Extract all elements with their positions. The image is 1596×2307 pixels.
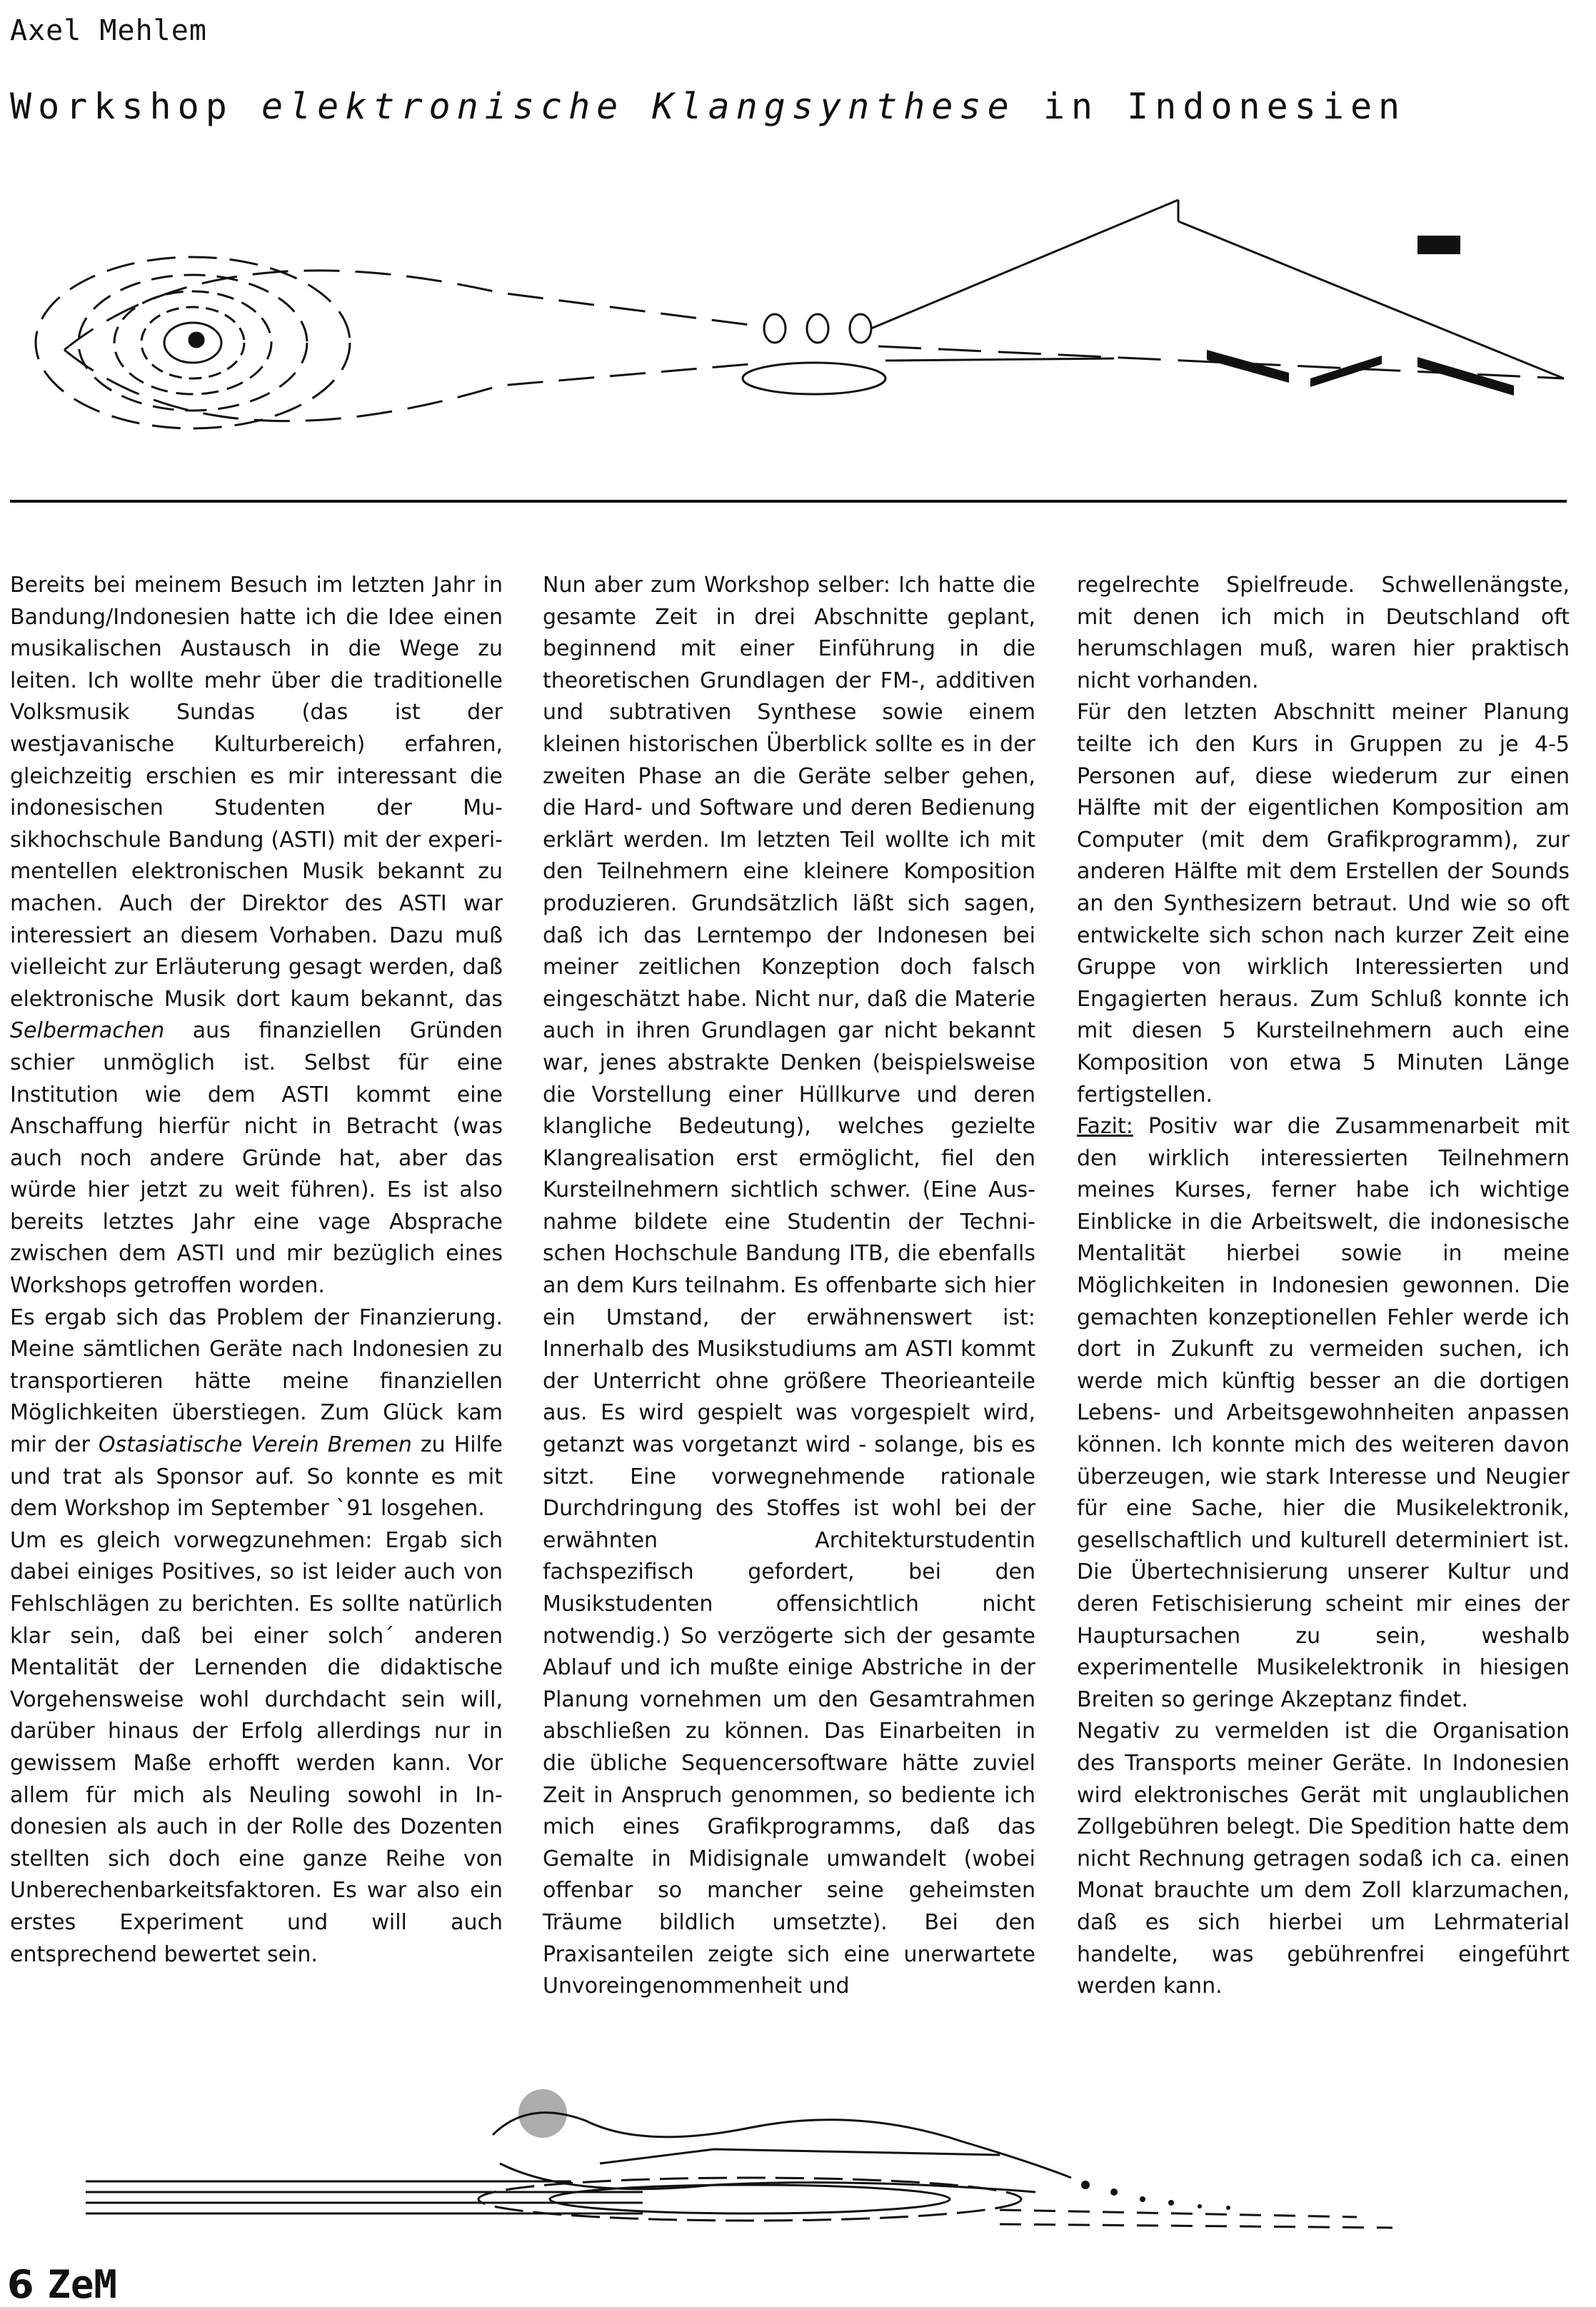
paragraph: Für den letzten Abschnitt meiner Planung teilte ich den Kurs in Gruppen zu je 4-5 Personen auf, diese wiederum zur einen Hälfte mit der eigentlichen Komposition am Computer (mit dem Grafikprogramm), zur anderen Hälfte mit dem Erstellen der Sounds an den Synthesizern betraut. Und wie so oft entwickelte sich schon nach kurzer Zeit eine Gruppe von wirklich Interessierten und Engagierten heraus. Zum Schluß konnte ich mit diesen 5 Kursteilnehmern auch eine Komposition von etwa 5 Minuten Länge fertigstellen.	[1077, 700, 1570, 1107]
article-column-3	[1077, 570, 1570, 2003]
title-part-3: in Indonesien	[1043, 86, 1407, 127]
figure-illustration	[0, 2078, 1596, 2235]
article-column-2	[543, 570, 1035, 2003]
paragraph: Fazit: Positiv war die Zusammenarbeit mit den wirklich interessierten Teilnehmern meines Kurses, ferner habe ich wichtige Einblicke in die Arbeitswelt, die indonesische Mentalität hierbei sowie in meine Möglichkeiten in Indonesien gewonnen. Die gemachten konzeptionellen Fehler werde ich dort in Zukunft zu vermeiden suchen, ich werde mich künftig besser an die dortigen Lebens- und Arbeitsgewohnheiten anpassen können. Ich konnte mich des weiteren davon überzeugen, wie stark Interesse und Neugier für eine Sache, hier die Musikelektronik, gesellschaftlich und kulturell determiniert ist. Die Übertechnisierung unserer Kultur und deren Fetischisierung scheint mir eines der Hauptursachen zu sein, weshalb experimentelle Musikelektronik in hiesigen Breiten so geringe Akzeptanz findet.	[1077, 1114, 1570, 1712]
emphasis: Selbermachen	[10, 1018, 165, 1044]
paragraph: Bereits bei meinem Besuch im letzten Jahr in Bandung/Indonesien hatte ich die Idee einen musikalischen Austausch in die Wege zu leiten. Ich wollte mehr über die traditionelle Volksmusik Sundas (das ist der westjavanische Kulturbereich) erfahren, gleichzeitig erschien es mir interessant die indonesischen Studenten der Musikhochschule Bandung (ASTI) mit der experimentellen elektronischen Musik bekannt zu machen. Auch der Direktor des ASTI war interessiert an diesem Vorhaben. Dazu muß vielleicht zur Erläuterung gesagt werden, daß elektronische Musik dort kaum bekannt, das Selbermachen aus finanziellen Gründen schier unmöglich ist. Selbst für eine Institution wie dem ASTI kommt eine Anschaffung hierfür nicht in Betracht (was auch noch andere Gründe hat, aber das würde hier jetzt zu weit führen). Es ist also bereits letztes Jahr eine vage Absprache zwischen dem ASTI und mir bezüglich eines Workshops getroffen worden.	[10, 573, 503, 1299]
paragraph: Negativ zu vermelden ist die Organisation des Transports meiner Geräte. In Indonesien wird elektronisches Gerät mit unglaublichen Zollgebühren belegt. Die Spedition hatte dem nicht Rechnung getragen sodaß ich ca. einen Monat brauchte um dem Zoll klarzumachen, daß es sich hierbei um Lehrmaterial handelte, was gebührenfrei eingeführt werden kann.	[1077, 1719, 1570, 1999]
header-illustration	[0, 171, 1596, 507]
title-part-1: Workshop	[10, 86, 234, 127]
title-part-2: elektronische Klangsynthese	[261, 86, 1015, 127]
paragraph: Um es gleich vorwegzunehmen: Ergab sich dabei einiges Positives, so ist leider auch von Fehlschlägen zu berichten. Es sollte natürlich klar sein, daß bei einer solch´ anderen Mentalität der Lernenden die didaktische Vorgehensweise wohl durchdacht sein will, darüber hinaus der Erfolg allerdings nur in gewissem Maße erhofft werden kann. Vor allem für mich als Neuling sowohl in Indonesien als auch in der Rolle des Dozenten stellten sich doch eine ganze Reihe von Unberechenbarkeitsfaktoren. Es war also ein erstes Experiment und will auch entsprechend bewertet sein.	[10, 1527, 503, 1967]
page-footer	[7, 2262, 117, 2307]
page-number: 6	[7, 2262, 34, 2307]
sponsor-name: Ostasiatische Verein Bremen	[98, 1432, 412, 1458]
paragraph: regelrechte Spielfreude. Schwellenängste, mit denen ich mich in Deutschland oft herumschlagen muß, waren hier praktisch nicht vorhanden.	[1077, 573, 1570, 693]
paragraph: Nun aber zum Workshop selber: Ich hatte die gesamte Zeit in drei Abschnitte geplant, beginnend mit einer Einführung in die theoretischen Grundlagen der FM-, additiven und subtrativen Synthese sowie einem kleinen historischen Überblick sollte es in der zweiten Phase an die Geräte selber gehen, die Hard- und Software und deren Bedienung erklärt werden. Im letzten Teil wollte ich mit den Teilnehmern eine kleinere Komposition produzieren. Grundsätzlich läßt sich sagen, daß ich das Lerntempo der Indonesen bei meiner zeitlichen Konzeption doch falsch eingeschätzt habe. Nicht nur, daß die Materie auch in ihren Grundlagen gar nicht bekannt war, jenes abstrakte Denken (beispielsweise die Vorstellung einer Hüllkurve und deren klangliche Bedeutung), welches gezielte Klangrealisation erst ermöglicht, fiel den Kursteilnehmern sichtlich schwer. (Eine Ausnahme bildete eine Studentin der Technischen Hochschule Bandung ITB, die ebenfalls an dem Kurs teilnahm. Es offenbarte sich hier ein Umstand, der erwähnenswert ist: Innerhalb des Musikstudiums am ASTI kommt der Unterricht ohne größere Theorieanteile aus. Es wird gespielt was vorgespielt wird, getanzt was vorgetanzt wird - solange, bis es sitzt. Eine vorwegnehmende rationale Durchdringung des Stoffes ist wohl bei der erwähnten Architekturstudentin fachspezifisch gefordert, bei den Musikstudenten offensichtlich nicht notwendig.) So verzögerte sich der gesamte Ablauf und ich mußte einige Abstriche in der Planung vornehmen um den Gesamtrahmen abschließen zu können. Das Einarbeiten in die übliche Sequencersoftware hätte zuviel Zeit in Anspruch genommen, so bediente ich mich eines Grafikprogramms, daß das Gemalte in Midisignale umwandelt (wobei offenbar so mancher seine geheimsten Träume bildlich umsetzte). Bei den Praxisanteilen zeigte sich eine unerwartete Unvoreingenommenheit und	[543, 573, 1035, 1999]
magazine-logo: ZeM	[47, 2262, 117, 2307]
fazit-label: Fazit:	[1077, 1114, 1133, 1140]
article-title	[10, 86, 1406, 127]
header-divider	[10, 500, 1567, 503]
article-column-1	[10, 570, 503, 1971]
author-name: Axel Mehlem	[10, 14, 207, 47]
paragraph: Es ergab sich das Problem der Finanzierung. Meine sämtlichen Geräte nach Indonesien zu transportieren hätte meine finanziellen Möglichkeiten überstiegen. Zum Glück kam mir der Ostasiatische Verein Bremen zu Hilfe und trat als Sponsor auf. So konnte es mit dem Workshop im September `91 losgehen.	[10, 1305, 503, 1522]
